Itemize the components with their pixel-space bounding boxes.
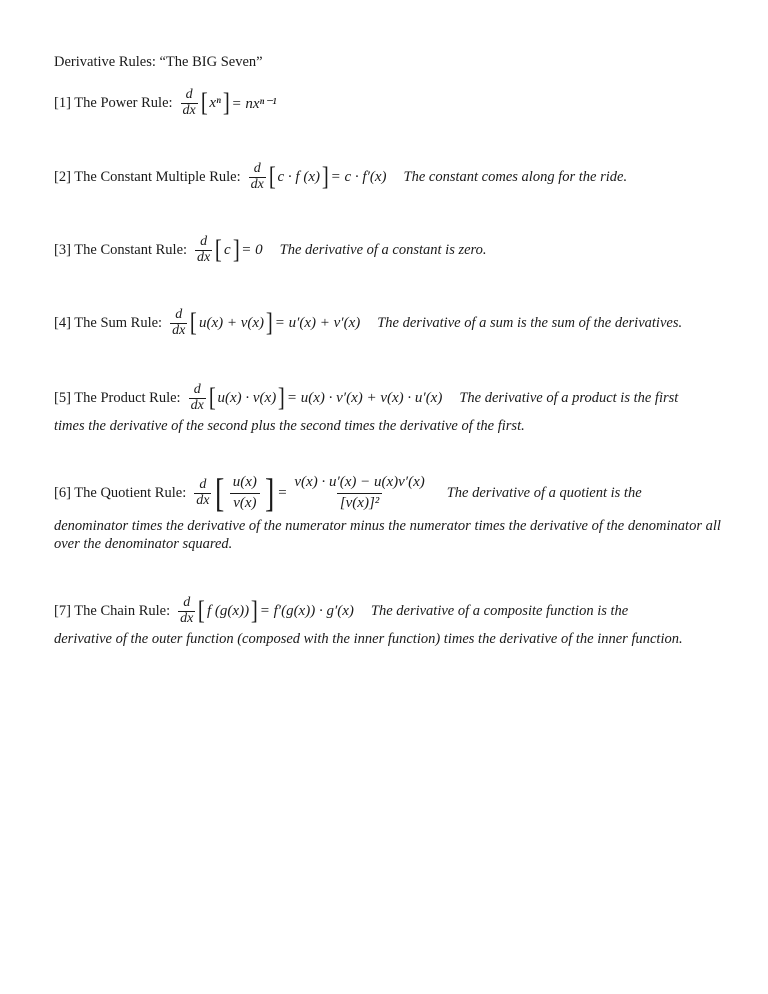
derivative-operator: $\frac{d}{dx}$ bbox=[180, 595, 194, 626]
rule-product bbox=[54, 383, 724, 435]
rule-description-continued: times the derivative of the second plus the second times the derivative of the first. bbox=[54, 418, 525, 435]
rule-formula: $\frac{d}{dx}$ [ c · f (x) ] = c · f′(x) bbox=[250, 161, 387, 192]
formula-result-fraction: $\frac{v(x) \cdot u'(x) - u(x)v'(x)}{\text{[v(x)]²}}$ bbox=[294, 474, 425, 511]
derivative-operator: $\frac{d}{dx}$ bbox=[172, 307, 186, 338]
rule-label: [6] The Quotient Rule: bbox=[54, 484, 187, 501]
rule-sum bbox=[54, 308, 724, 338]
rule-formula: $\frac{d}{dx}$ [ xⁿ ] = nxⁿ⁻¹ bbox=[182, 87, 277, 118]
rule-description: The constant comes along for the ride. bbox=[403, 168, 628, 185]
formula-inner: u(x) + v(x) bbox=[198, 314, 265, 331]
rule-description-continued: denominator times the derivative of the numerator minus the numerator times the derivative of the denominator all over the denominator squared. bbox=[54, 518, 721, 552]
formula-inner-fraction: $\frac{u(x)}{v(x)}$ bbox=[229, 474, 261, 512]
derivative-operator: $\frac{d}{dx}$ bbox=[190, 382, 204, 413]
rule-description-continued: derivative of the outer function (composed with the inner function) times the derivative of the inner function. bbox=[54, 631, 683, 648]
rule-description: The derivative of a constant is zero. bbox=[279, 241, 487, 258]
rule-power bbox=[54, 88, 724, 118]
derivative-operator: $\frac{d}{dx}$ bbox=[182, 87, 196, 118]
derivative-operator: $\frac{d}{dx}$ bbox=[250, 161, 264, 192]
formula-result: = u(x) · v′(x) + v(x) · u′(x) bbox=[286, 389, 443, 406]
page-title: Derivative Rules: “The BIG Seven” bbox=[54, 54, 263, 70]
rule-quotient bbox=[54, 470, 724, 553]
formula-inner: c · f (x) bbox=[277, 168, 320, 185]
rule-formula: $\frac{d}{dx}$ [ f (g(x)) ] = f′(g(x)) · g′(x) bbox=[180, 595, 354, 626]
formula-result: = u′(x) + v′(x) bbox=[274, 314, 361, 331]
rule-label: [1] The Power Rule: bbox=[54, 94, 173, 111]
derivative-operator: $\frac{d}{dx}$ bbox=[197, 234, 211, 265]
derivative-operator: $\frac{d}{dx}$ bbox=[196, 476, 210, 508]
rule-constant-multiple bbox=[54, 162, 724, 192]
rule-formula: $\frac{d}{dx}$ [ u(x) · v(x) ] = u(x) · v′(x) + v(x) · u′(x) bbox=[190, 382, 443, 413]
rule-formula: $\frac{d}{dx}$ [ c ] = 0 bbox=[197, 234, 263, 265]
formula-result: = f′(g(x)) · g′(x) bbox=[259, 602, 354, 619]
formula-inner: c bbox=[223, 241, 231, 258]
formula-inner: u(x) · v(x) bbox=[217, 389, 277, 406]
formula-inner: f (g(x)) bbox=[207, 602, 250, 619]
rule-description: The derivative of a composite function is the bbox=[370, 602, 629, 619]
rule-description: The derivative of a product is the first bbox=[459, 389, 679, 406]
rule-chain bbox=[54, 596, 724, 648]
formula-inner: xⁿ bbox=[209, 94, 221, 111]
rule-label: [2] The Constant Multiple Rule: bbox=[54, 168, 241, 185]
rule-label: [7] The Chain Rule: bbox=[54, 602, 171, 619]
rule-label: [4] The Sum Rule: bbox=[54, 314, 163, 331]
rule-formula: $\frac{d}{dx}$ [ u(x) + v(x) ] = u′(x) + v′(x) bbox=[172, 307, 361, 338]
rule-formula: $\frac{d}{dx}$ [ $\frac{u(x)}{v(x)}$ ] = $\frac{v(x) \cdot u'(x) - u(x)v'(x)}{\text{[v(x)]²}}$ bbox=[192, 473, 431, 513]
formula-result: = nxⁿ⁻¹ bbox=[231, 95, 277, 112]
rule-label: [5] The Product Rule: bbox=[54, 389, 181, 406]
rule-constant bbox=[54, 235, 724, 265]
rule-description: The derivative of a sum is the sum of the derivatives. bbox=[377, 314, 683, 331]
rule-label: [3] The Constant Rule: bbox=[54, 241, 188, 258]
formula-result: = 0 bbox=[241, 241, 263, 258]
rule-description: The derivative of a quotient is the bbox=[446, 484, 642, 501]
formula-result: = c · f′(x) bbox=[330, 168, 387, 185]
